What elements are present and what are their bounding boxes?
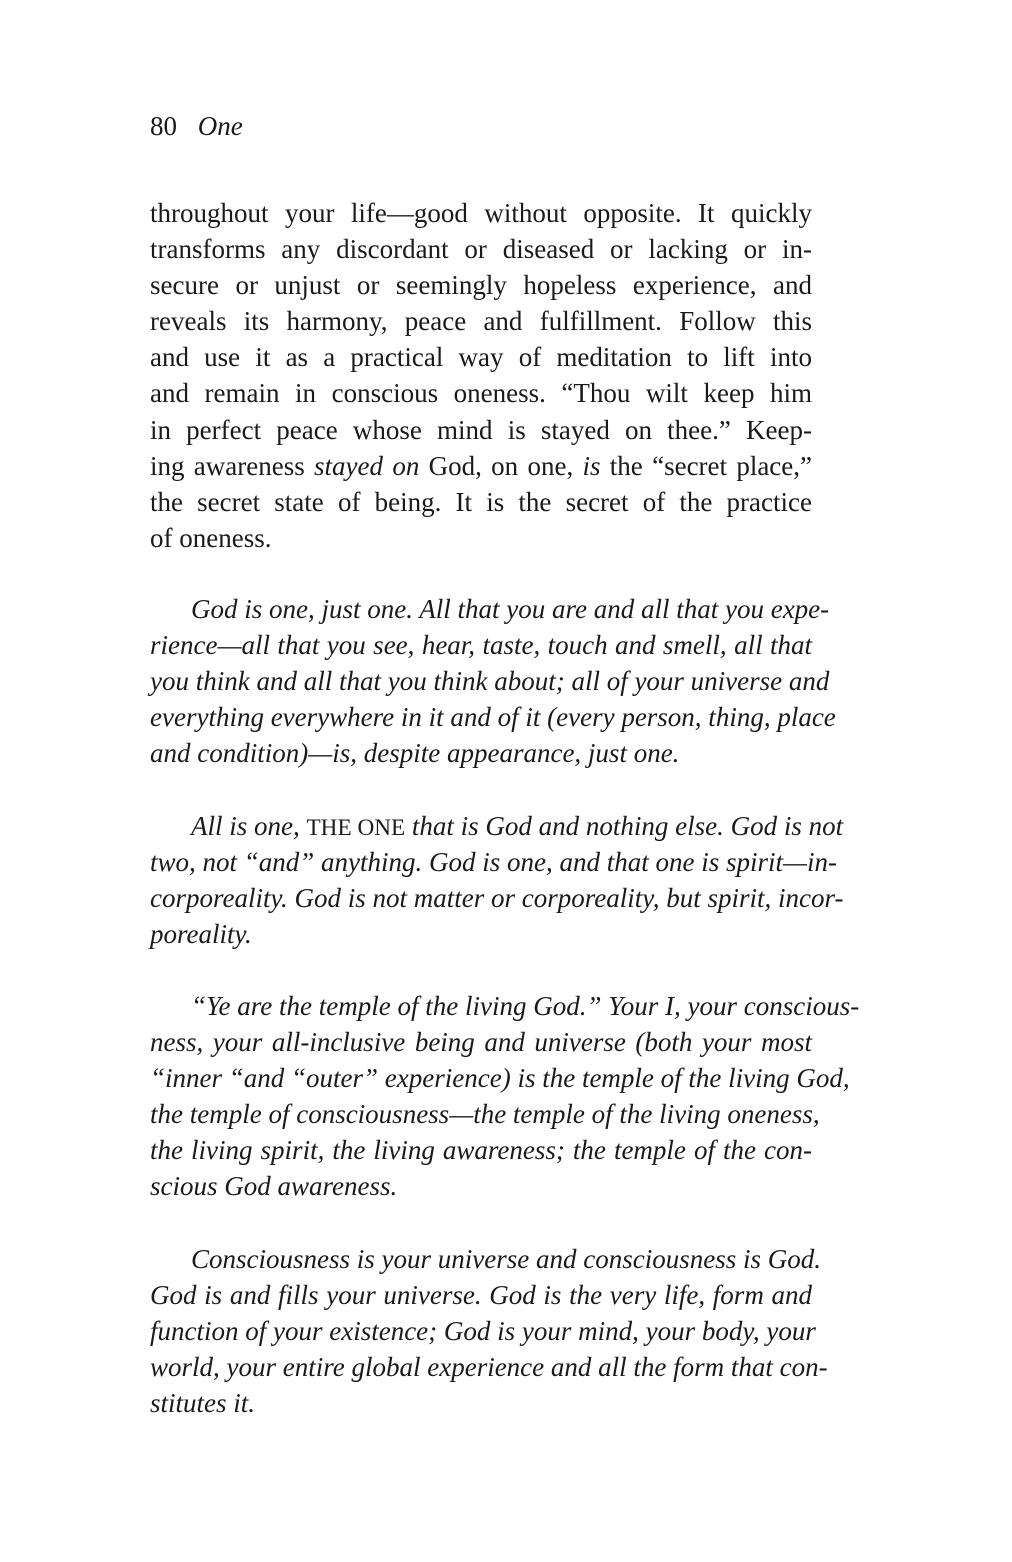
text-line: the secret state of being. It is the secret of the practice	[150, 486, 812, 517]
text-line: and condition)—is, despite appearance, just one.	[150, 738, 680, 769]
text-line: transforms any discordant or diseased or lacking or in-	[150, 234, 812, 265]
page-number: 80	[150, 111, 177, 141]
small-caps-text: THE ONE	[306, 815, 406, 841]
text-line: in perfect peace whose mind is stayed on thee.” Keep-	[150, 414, 812, 445]
text-line: God is and fills your universe. God is the very life, form and	[150, 1280, 812, 1311]
text-line: of oneness.	[150, 522, 272, 553]
text-line: corporeality. God is not matter or corporeality, but spirit, incor-	[150, 883, 844, 914]
text-line: secure or unjust or seemingly hopeless experience, and	[150, 270, 812, 301]
text-line: and remain in conscious oneness. “Thou wilt keep him	[150, 378, 812, 409]
text-line: everything everywhere in it and of it (every person, thing, place	[150, 702, 836, 733]
text-line: world, your entire global experience and all the form that con-	[150, 1352, 828, 1383]
chapter-title: One	[197, 111, 243, 141]
text-line: God is one, just one. All that you are and all that you expe-	[191, 594, 830, 624]
text-line: rience—all that you see, hear, taste, touch and smell, all that	[150, 630, 812, 661]
paragraph-3	[150, 808, 844, 952]
text-line: the temple of consciousness—the temple of the living oneness,	[150, 1099, 820, 1130]
text-line: stitutes it.	[150, 1388, 256, 1419]
text-line: function of your existence; God is your mind, your body, your	[150, 1316, 816, 1347]
text-line: the living spirit, the living awareness; the temple of the con-	[150, 1135, 812, 1166]
text-line: reveals its harmony, peace and fulfillment. Follow this	[150, 306, 812, 337]
text-line: “Ye are the temple of the living God.” Your I, your conscious-	[191, 991, 860, 1021]
paragraph-2	[150, 591, 836, 771]
paragraph-4	[150, 988, 860, 1205]
text-line: you think and all that you think about; all of your universe and	[150, 666, 830, 697]
text-line: Consciousness is your universe and consciousness is God.	[191, 1244, 821, 1274]
paragraph-1	[150, 195, 812, 556]
text-line: and use it as a practical way of meditation to lift into	[150, 342, 812, 373]
text-line: ness, your all-inclusive being and universe (both your most	[150, 1027, 812, 1058]
text-line: “inner “and “outer” experience) is the temple of the living God,	[150, 1063, 850, 1094]
running-head	[150, 108, 243, 144]
text-line: throughout your life—good without opposite. It quickly	[150, 198, 812, 228]
paragraph-5	[150, 1241, 828, 1421]
text-line: poreality.	[150, 919, 252, 950]
text-line: All is one, THE ONE that is God and nothing else. God is not	[191, 811, 844, 841]
text-line: scious God awareness.	[150, 1171, 398, 1202]
text-line: two, not “and” anything. God is one, and that one is spirit—in-	[150, 847, 838, 878]
text-line: ing awareness stayed on God, on one, is the “secret place,”	[150, 450, 813, 481]
